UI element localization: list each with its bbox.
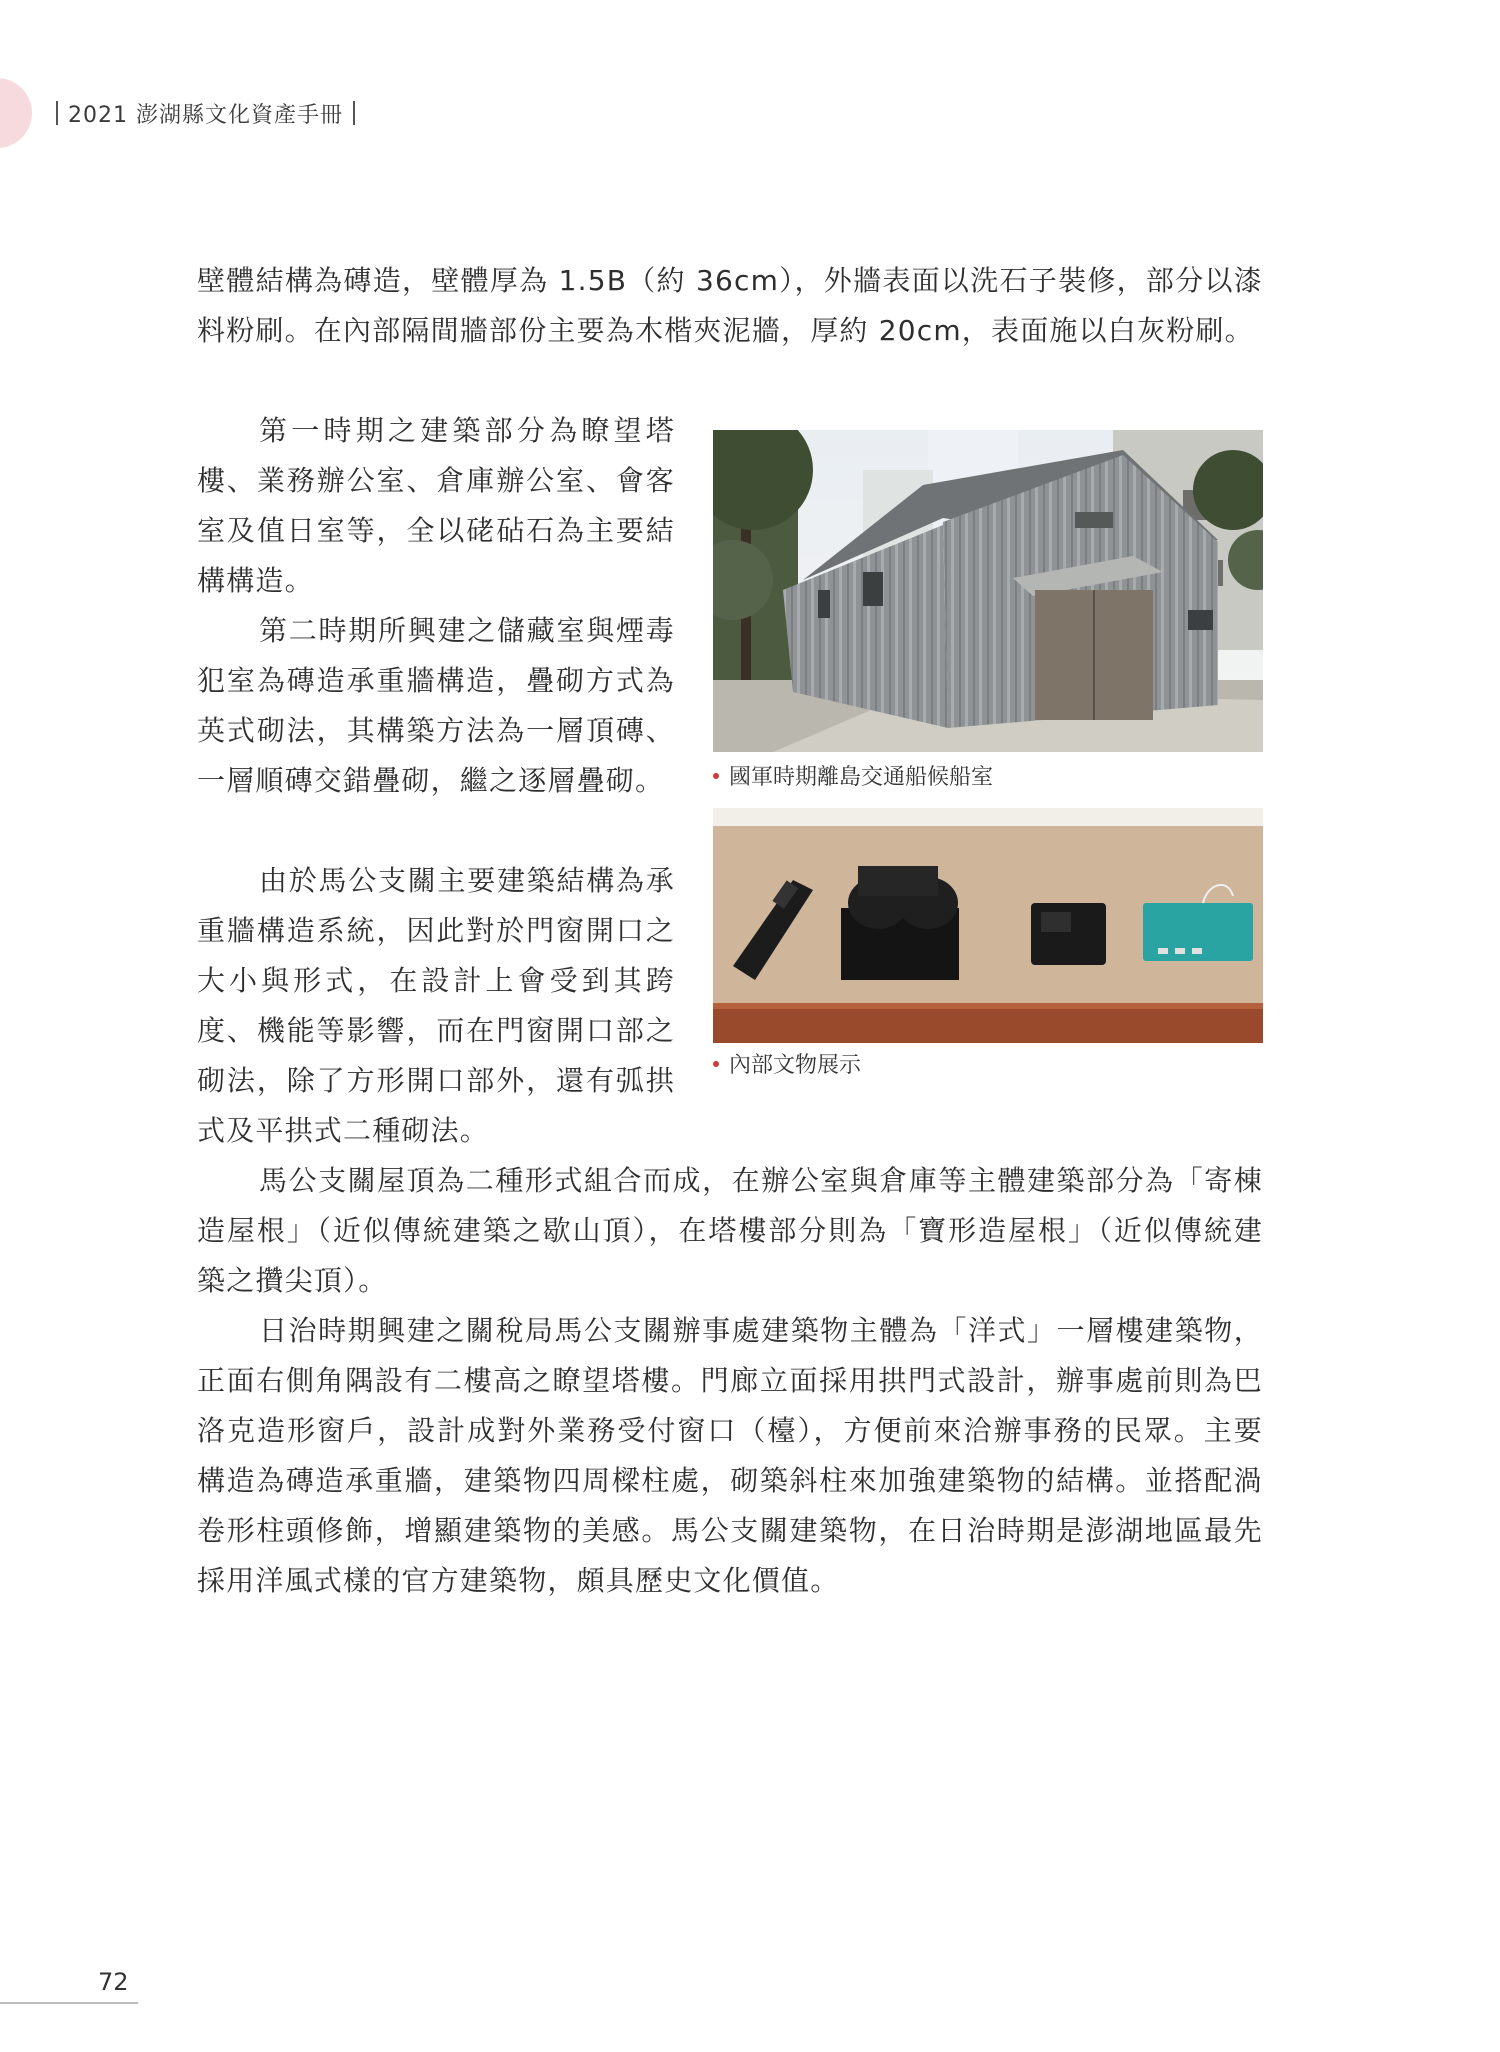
header-divider-left [56, 101, 58, 125]
page-number: 72 [98, 1968, 129, 1996]
caption-photo-1-text: 國軍時期離島交通船候船室 [729, 765, 994, 790]
caption-bullet [713, 1061, 719, 1067]
paragraph-history: 日治時期興建之關稅局馬公支關辦事處建築物主體為「洋式」一層樓建築物，正面右側角隅設有二樓高之瞭望塔樓。門廊立面採用拱門式設計，辦事處前則為巴洛克造形窗戶，設計成對外業務受付窗口（檯），方便前來洽辦事務的民眾。主要構造為磚造承重牆，建築物四周樑柱處，砌築斜柱來加強建築物的結構。並搭配渦卷形柱頭修飾，增顯建築物的美感。馬公支關建築物，在日治時期是澎湖地區最先採用洋風式樣的官方建築物，頗具歷史文化價值。 [197, 1314, 1263, 1597]
warehouse-photo-illustration [713, 430, 1263, 752]
paragraph-wall-structure: 壁體結構為磚造，壁體厚為 1.5B（約 36cm），外牆表面以洗石子裝修，部分以漆料粉刷。在內部隔間牆部份主要為木楷夾泥牆，厚約 20cm，表面施以白灰粉刷。 [197, 264, 1263, 347]
caption-bullet [713, 773, 719, 779]
footer-rule [0, 2002, 138, 2004]
artifacts-photo-illustration [713, 808, 1263, 1043]
caption-photo-2 [713, 1048, 861, 1079]
paragraph-openings: 由於馬公支關主要建築結構為承重牆構造系統，因此對於門窗開口之大小與形式，在設計上會受到其跨度、機能等影響，而在門窗開口部之砌法，除了方形開口部外，還有弧拱式及平拱式二種砌法。 [197, 864, 675, 1147]
header-title: 2021 澎湖縣文化資產手冊 [68, 102, 343, 128]
paragraph-second-period: 第二時期所興建之儲藏室與煙毒犯室為磚造承重牆構造，疊砌方式為英式砌法，其構築方法為一層頂磚、一層順磚交錯疊砌，繼之逐層疊砌。 [197, 614, 675, 797]
caption-photo-2-text: 內部文物展示 [729, 1053, 862, 1078]
caption-photo-1 [713, 760, 993, 791]
paragraph-first-period: 第一時期之建築部分為瞭望塔樓、業務辦公室、倉庫辦公室、會客室及值日室等，全以硓砧石為主要結構構造。 [197, 414, 675, 597]
photo-waiting-room-building [713, 430, 1263, 752]
header-divider-right [353, 101, 355, 125]
running-header [56, 98, 355, 128]
paragraph-roof: 馬公支關屋頂為二種形式組合而成，在辦公室與倉庫等主體建築部分為「寄棟造屋根」（近似傳統建築之歇山頂），在塔樓部分則為「寶形造屋根」（近似傳統建築之攢尖頂）。 [197, 1164, 1263, 1297]
photo-interior-artifacts [713, 808, 1263, 1043]
corner-tab-decoration [0, 78, 32, 148]
